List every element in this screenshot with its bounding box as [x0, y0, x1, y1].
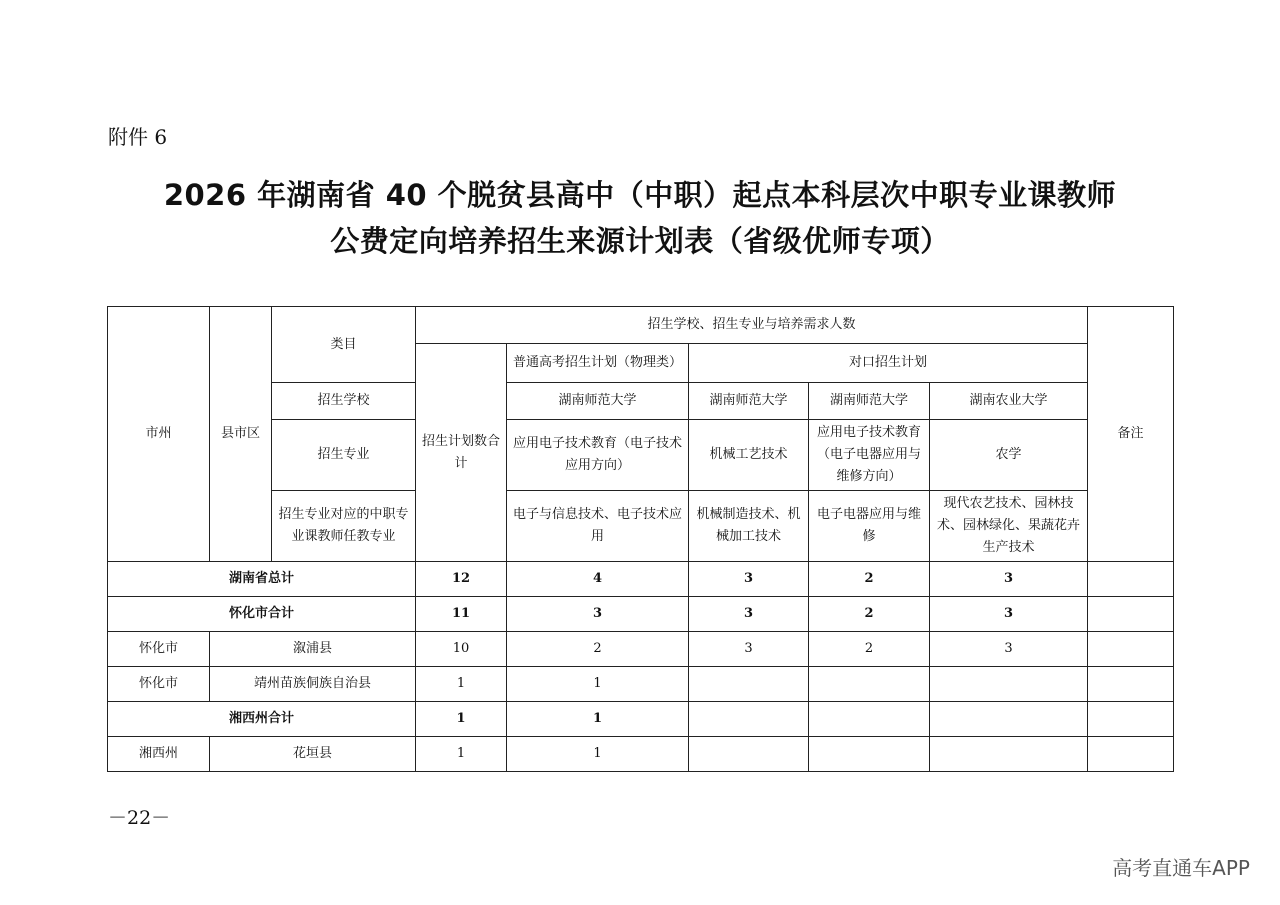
- cell-total: 12: [416, 562, 507, 597]
- cell-value: 3: [689, 597, 809, 632]
- header-teaching-label: 招生专业对应的中职专业课教师任教专业: [272, 491, 416, 562]
- table-row: [108, 667, 1174, 702]
- enrollment-plan-table: [107, 306, 1174, 772]
- teaching-major-cell: 机械制造技术、机械加工技术: [689, 491, 809, 562]
- table-row: [108, 632, 1174, 667]
- cell-value: [689, 702, 809, 737]
- header-county: 县市区: [210, 307, 272, 562]
- cell-city: 怀化市: [108, 632, 210, 667]
- page-number: －22－: [108, 807, 171, 829]
- cell-value: [809, 667, 930, 702]
- cell-value: 3: [930, 597, 1088, 632]
- cell-value: 3: [930, 562, 1088, 597]
- school-cell: 湖南师范大学: [507, 383, 689, 420]
- cell-value: 3: [507, 597, 689, 632]
- cell-value: 2: [507, 632, 689, 667]
- cell-value: 2: [809, 632, 930, 667]
- header-school-label: 招生学校: [272, 383, 416, 420]
- header-plan-total: 招生计划数合计: [416, 344, 507, 562]
- school-cell: 湖南师范大学: [689, 383, 809, 420]
- teaching-major-cell: 现代农艺技术、园林技术、园林绿化、果蔬花卉生产技术: [930, 491, 1088, 562]
- cell-value: [930, 702, 1088, 737]
- cell-value: 1: [507, 737, 689, 772]
- teaching-major-cell: 电子与信息技术、电子技术应用: [507, 491, 689, 562]
- cell-value: 2: [809, 562, 930, 597]
- row-label: 湖南省总计: [108, 562, 416, 597]
- cell-value: 3: [689, 632, 809, 667]
- row-label: 怀化市合计: [108, 597, 416, 632]
- cell-value: [809, 702, 930, 737]
- table-row: [108, 702, 1174, 737]
- teaching-major-cell: 电子电器应用与维修: [809, 491, 930, 562]
- cell-value: 3: [930, 632, 1088, 667]
- cell-remark: [1088, 632, 1174, 667]
- document-title-line-2: 公费定向培养招生来源计划表（省级优师专项）: [330, 224, 950, 258]
- cell-remark: [1088, 597, 1174, 632]
- major-cell: 农学: [930, 420, 1088, 491]
- table-row: [108, 562, 1174, 597]
- header-vocational-plan: 对口招生计划: [689, 344, 1088, 383]
- table-row: [108, 737, 1174, 772]
- cell-value: 1: [507, 702, 689, 737]
- header-category: 类目: [272, 307, 416, 383]
- cell-value: [809, 737, 930, 772]
- header-group: 招生学校、招生专业与培养需求人数: [416, 307, 1088, 344]
- row-label: 湘西州合计: [108, 702, 416, 737]
- cell-total: 1: [416, 702, 507, 737]
- major-cell: 应用电子技术教育（电子技术应用方向）: [507, 420, 689, 491]
- header-general-plan: 普通高考招生计划（物理类）: [507, 344, 689, 383]
- cell-total: 1: [416, 737, 507, 772]
- cell-city: 湘西州: [108, 737, 210, 772]
- watermark: 高考直通车APP: [1112, 856, 1250, 880]
- school-cell: 湖南师范大学: [809, 383, 930, 420]
- document-title-line-1: 2026 年湖南省 40 个脱贫县高中（中职）起点本科层次中职专业课教师: [163, 178, 1117, 212]
- major-cell: 应用电子技术教育（电子电器应用与维修方向）: [809, 420, 930, 491]
- cell-value: 3: [689, 562, 809, 597]
- header-major-label: 招生专业: [272, 420, 416, 491]
- cell-total: 10: [416, 632, 507, 667]
- cell-remark: [1088, 702, 1174, 737]
- cell-value: 1: [507, 667, 689, 702]
- cell-total: 1: [416, 667, 507, 702]
- cell-value: 2: [809, 597, 930, 632]
- cell-county: 花垣县: [210, 737, 416, 772]
- cell-remark: [1088, 737, 1174, 772]
- cell-total: 11: [416, 597, 507, 632]
- cell-city: 怀化市: [108, 667, 210, 702]
- cell-value: 4: [507, 562, 689, 597]
- header-city: 市州: [108, 307, 210, 562]
- header-remark: 备注: [1088, 307, 1174, 562]
- cell-value: [689, 737, 809, 772]
- cell-remark: [1088, 667, 1174, 702]
- table-row: [108, 597, 1174, 632]
- cell-county: 靖州苗族侗族自治县: [210, 667, 416, 702]
- cell-value: [689, 667, 809, 702]
- cell-value: [930, 667, 1088, 702]
- school-cell: 湖南农业大学: [930, 383, 1088, 420]
- major-cell: 机械工艺技术: [689, 420, 809, 491]
- attachment-label: 附件 6: [108, 125, 168, 149]
- cell-value: [930, 737, 1088, 772]
- cell-remark: [1088, 562, 1174, 597]
- cell-county: 溆浦县: [210, 632, 416, 667]
